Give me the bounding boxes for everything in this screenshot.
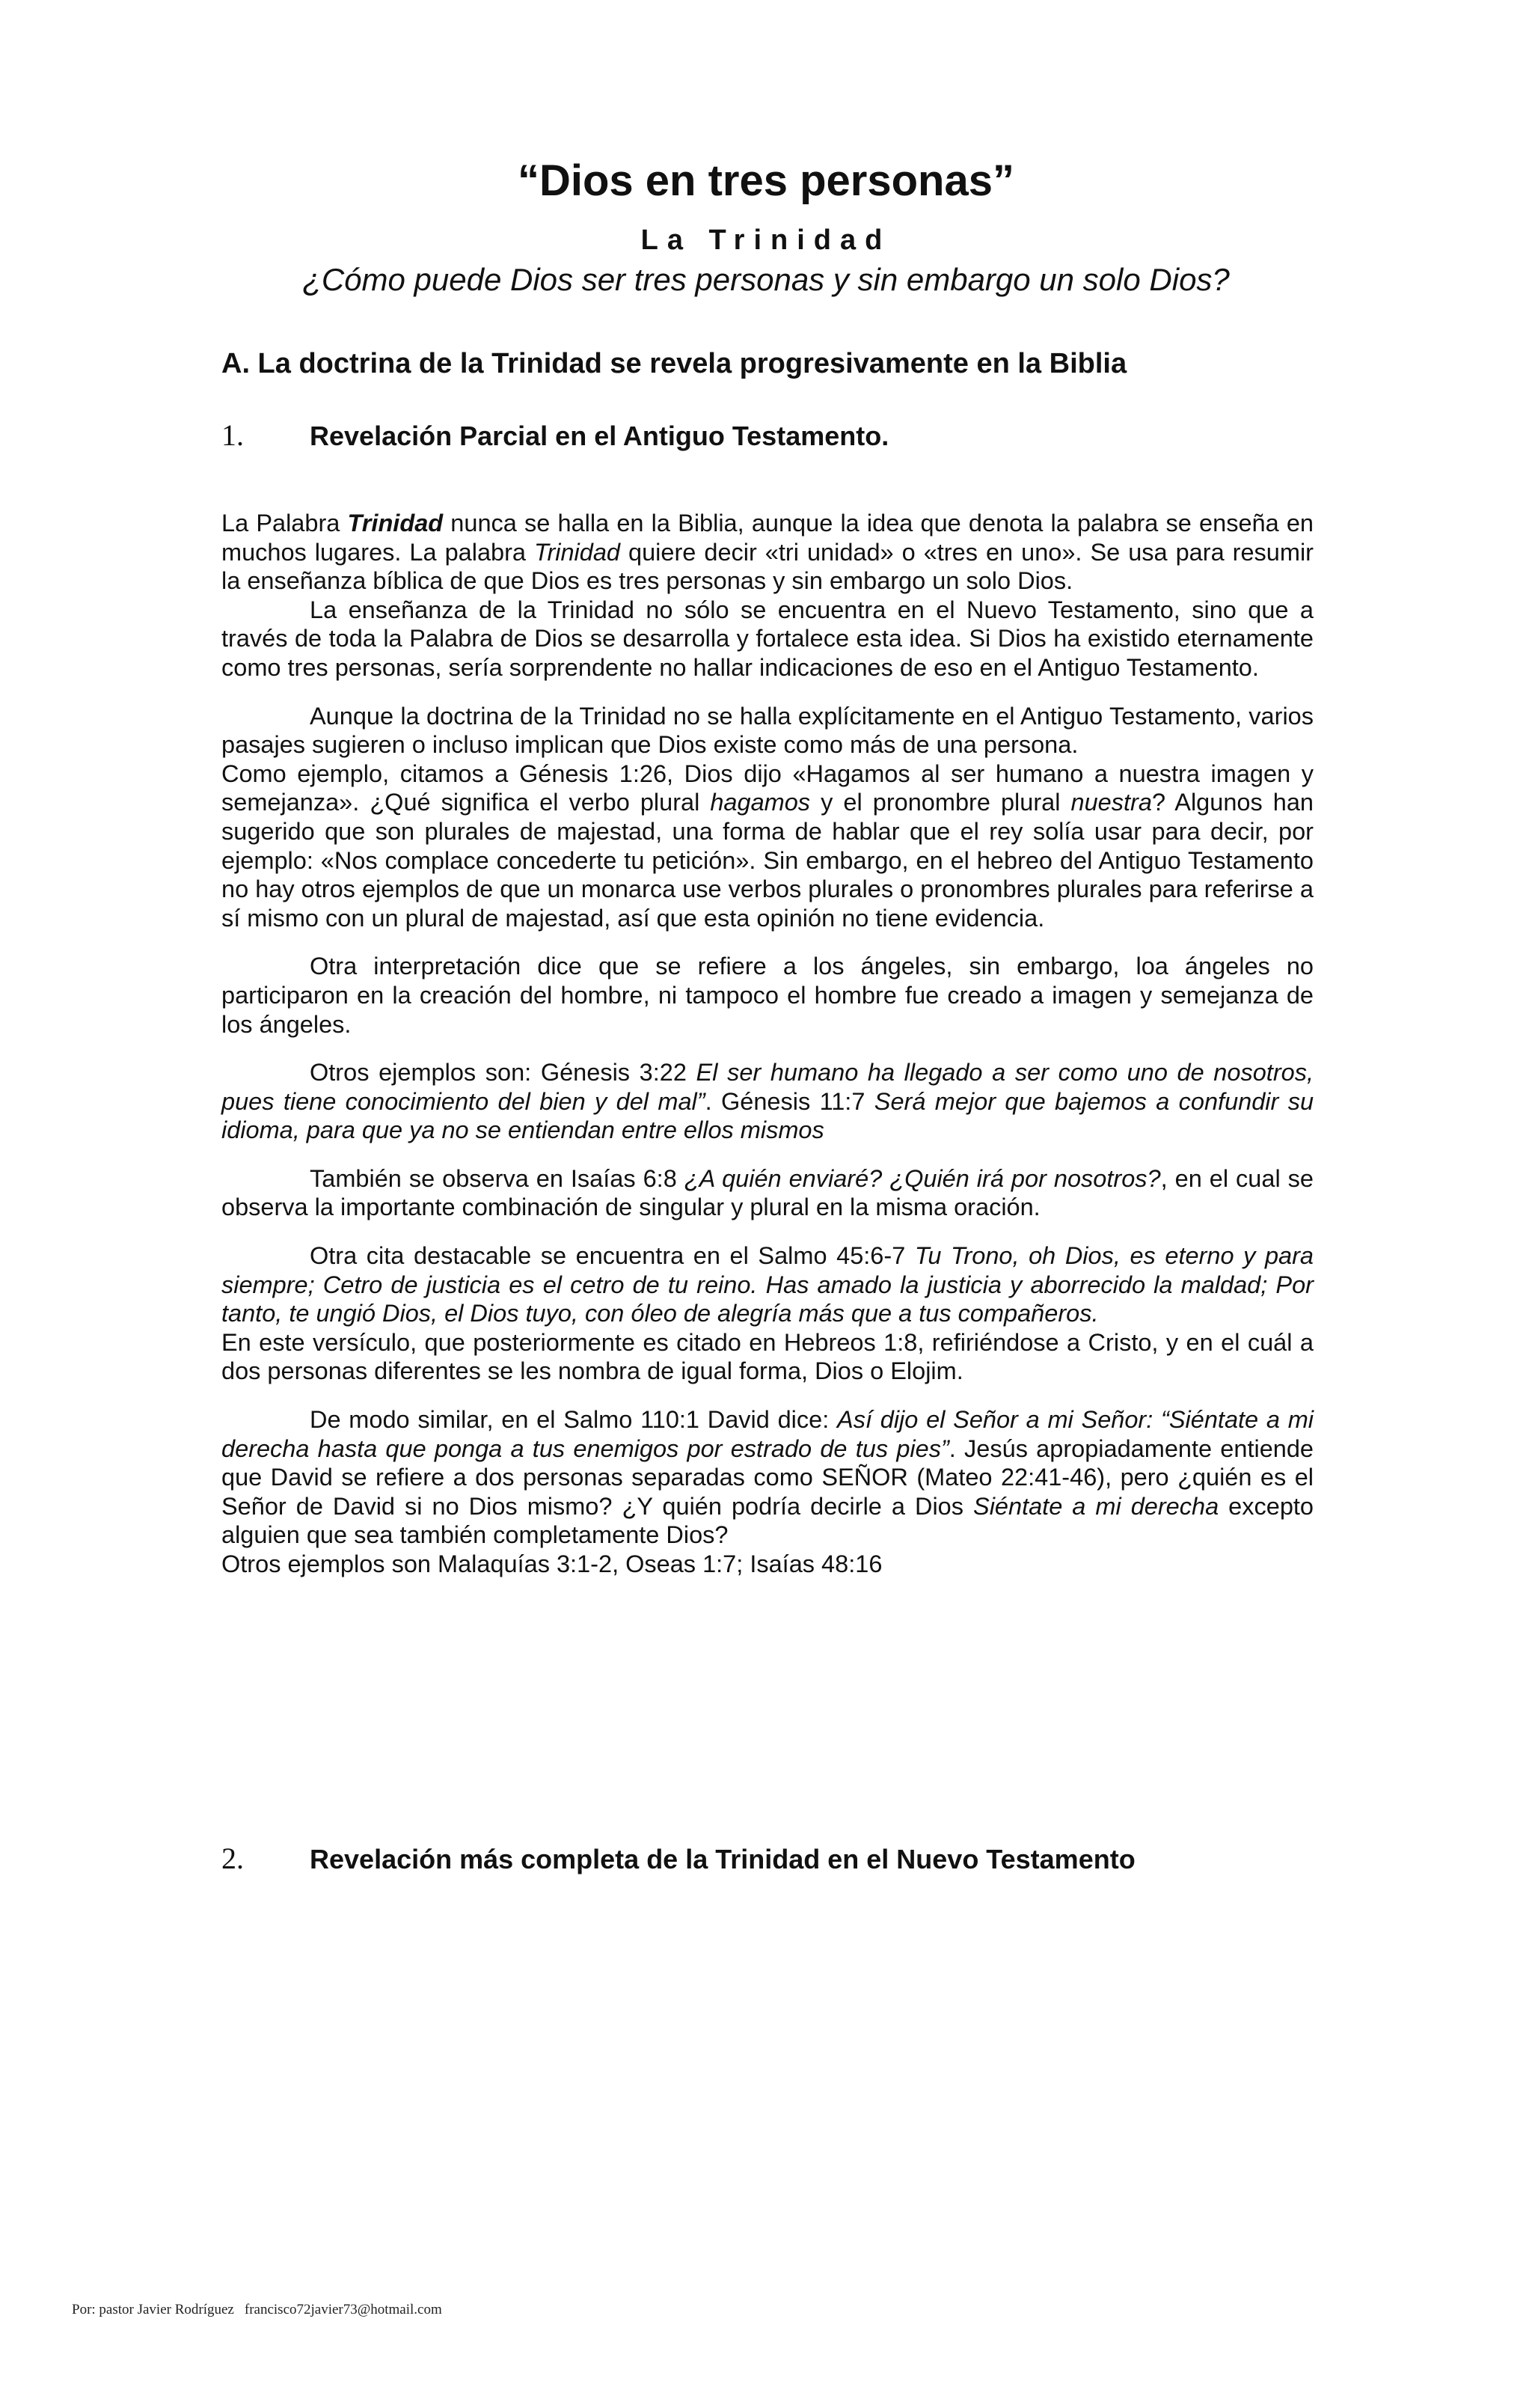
paragraph-10: Otros ejemplos son Malaquías 3:1-2, Oseas 1:7; Isaías 48:16 — [221, 1550, 883, 1577]
text-run: La Palabra — [221, 510, 348, 537]
text-run: Como ejemplo, citamos a Génesis 1:26, Dios dijo «Hagamos al ser humano a nuestra imagen y semejanza». ¿Qué significa el verbo plural — [221, 760, 1314, 816]
point-1-label: Revelación Parcial en el Antiguo Testamento. — [310, 421, 889, 451]
text-run: . Jesús apropiadamente entiende que David se refiere a dos personas separadas como SEÑOR (Mateo 22:41-46), pero ¿quién es el Señor de David si no Dios mismo? ¿Y quién podría decirle a Dios — [221, 1434, 1314, 1520]
emphasis-nuestra: nuestra — [1070, 789, 1152, 816]
footer-author: Por: pastor Javier Rodríguez — [72, 2302, 234, 2317]
paragraph-7 — [221, 1164, 1314, 1222]
point-1-heading — [221, 418, 1314, 453]
paragraph-6 — [221, 1058, 1314, 1145]
point-2-heading — [221, 1841, 1314, 1876]
paragraph-1 — [221, 509, 1314, 596]
paragraph-3: Aunque la doctrina de la Trinidad no se halla explícitamente en el Antiguo Testamento, varios pasajes sugieren o incluso implican que Dios existe como más de una persona. — [221, 702, 1314, 759]
quote-salmo-45: Tu Trono, oh Dios, es eterno y para siempre; Cetro de justicia es el cetro de tu reino. Has amado la justicia y aborrecido la maldad; Por tanto, te ungió Dios, el Dios tuyo, con óleo de alegría más que a tus compañeros. — [221, 1242, 1314, 1327]
text-run: excepto alguien que sea también completamente Dios? — [221, 1492, 1314, 1549]
quote-genesis-11-7: Será mejor que bajemos a confundir su idioma, para que ya no se entiendan entre ellos mismos — [221, 1087, 1314, 1144]
text-run: nunca se halla en la Biblia, aunque la idea que denota la palabra se enseña en muchos lugares. La palabra — [221, 510, 1314, 566]
text-run: Otros ejemplos son: Génesis 3:22 — [310, 1059, 696, 1087]
document-title: “Dios en tres personas” — [518, 156, 1014, 205]
text-run: . Génesis 11:7 — [705, 1087, 874, 1115]
text-run: De modo similar, en el Salmo 110:1 David dice: — [310, 1406, 838, 1434]
quote-genesis-3-22: El ser humano ha llegado a ser como uno de nosotros, pues tiene conocimiento del bien y del mal” — [221, 1059, 1314, 1115]
text-run: También se observa en Isaías 6:8 — [310, 1164, 684, 1192]
section-a-heading: A. La doctrina de la Trinidad se revela progresivamente en la Biblia — [221, 348, 1127, 379]
point-2-number: 2. — [221, 1842, 244, 1875]
paragraph-4 — [221, 760, 1314, 933]
text-run: y el pronombre plural — [810, 789, 1071, 816]
text-run: ? Algunos han sugerido que son plurales de majestad, una forma de hablar que el rey solía usar para decir, por ejemplo: «Nos complace concederte tu petición». Sin embargo, en el hebreo del Antiguo Testamento no hay otros ejemplos de que un monarca use verbos plurales o pronombres plurales para referirse a sí mismo con un plural de majestad, así que esta opinión no tiene evidencia. — [221, 789, 1314, 932]
text-run: quiere decir «tri unidad» o «tres en uno». Se usa para resumir la enseñanza bíblica de que Dios es tres personas y sin embargo un solo Dios. — [221, 538, 1314, 595]
paragraph-2: La enseñanza de la Trinidad no sólo se encuentra en el Nuevo Testamento, sino que a través de toda la Palabra de Dios se desarrolla y fortalece esta idea. Si Dios ha existido eternamente como tres personas, sería sorprendente no hallar indicaciones de eso en el Antiguo Testamento. — [221, 596, 1314, 681]
quote-isaias-6-8: ¿A quién enviaré? ¿Quién irá por nosotros? — [684, 1164, 1161, 1192]
footer-email: francisco72javier73@hotmail.com — [244, 2302, 442, 2317]
paragraph-8 — [221, 1241, 1314, 1328]
quote-salmo-110: Así dijo el Señor a mi Señor: “Siéntate a mi derecha hasta que ponga a tus enemigos por estrado de tus pies” — [221, 1406, 1314, 1462]
text-run: Otra cita destacable se encuentra en el Salmo 45:6-7 — [310, 1242, 915, 1270]
paragraph-5: Otra interpretación dice que se refiere a los ángeles, sin embargo, loa ángeles no participaron en la creación del hombre, ni tampoco el hombre fue creado a imagen y semejanza de los ángeles. — [221, 953, 1314, 1038]
document-question: ¿Cómo puede Dios ser tres personas y sin embargo un solo Dios? — [302, 262, 1230, 297]
text-run: , en el cual se observa la importante combinación de singular y plural en la misma oración. — [221, 1164, 1314, 1221]
point-1-number: 1. — [221, 418, 244, 452]
quote-sientate: Siéntate a mi derecha — [973, 1492, 1219, 1520]
paragraph-8-continued: En este versículo, que posteriormente es citado en Hebreos 1:8, refiriéndose a Cristo, y en el cuál a dos personas diferentes se les nombra de igual forma, Dios o Elojim. — [221, 1328, 1314, 1385]
emphasis-trinidad-italic: Trinidad — [534, 538, 621, 566]
paragraph-9 — [221, 1405, 1314, 1550]
emphasis-hagamos: hagamos — [710, 789, 811, 816]
point-2-label: Revelación más completa de la Trinidad en el Nuevo Testamento — [310, 1844, 1136, 1874]
page-footer — [72, 2302, 442, 2318]
document-body — [221, 509, 1314, 1579]
emphasis-trinidad: Trinidad — [347, 510, 444, 537]
document-subtitle: La Trinidad — [640, 224, 892, 256]
